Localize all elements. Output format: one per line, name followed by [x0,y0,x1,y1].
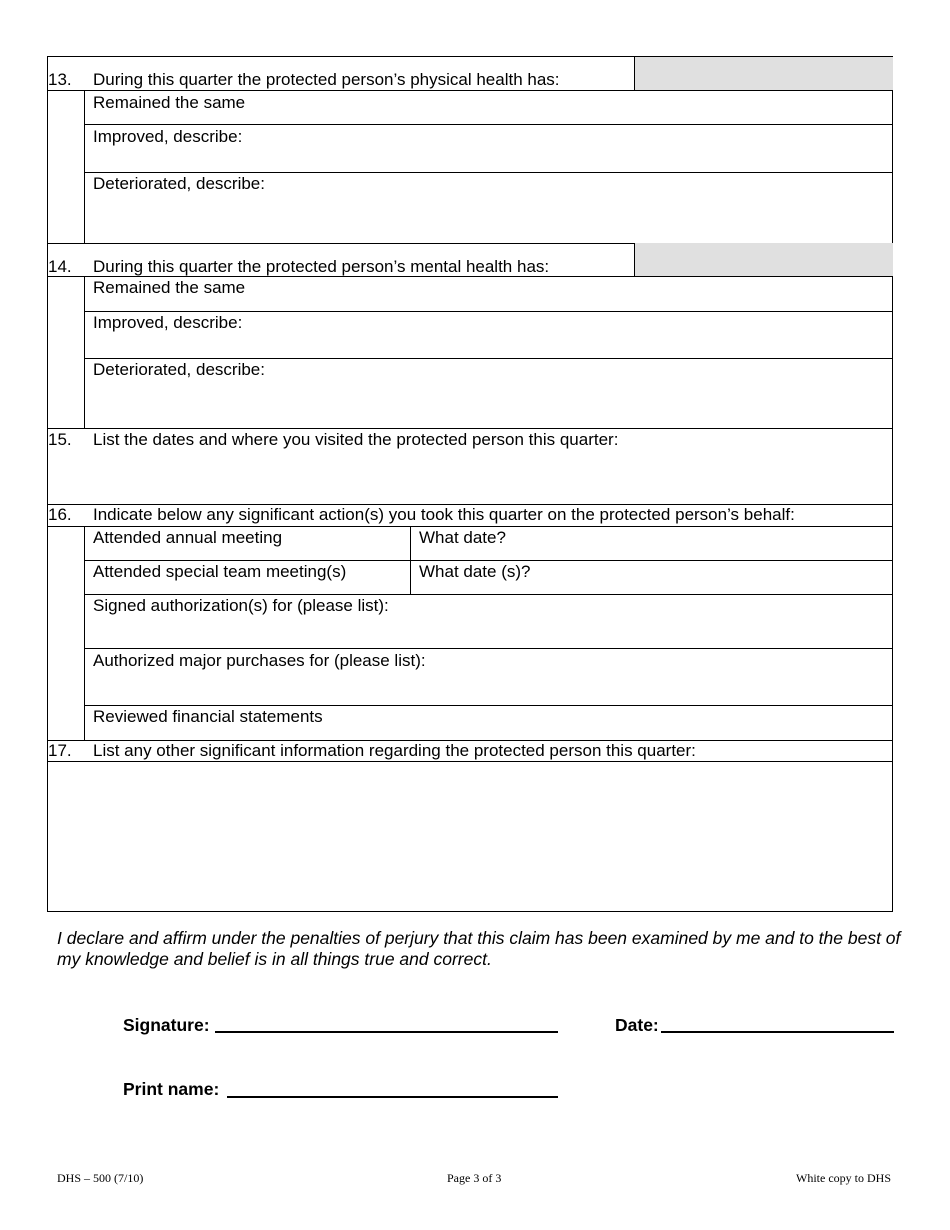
q17-question: List any other significant information regarding the protected person this quarter: [93,741,696,760]
divider [48,90,892,91]
q13-option-improved[interactable]: Improved, describe: [93,127,243,146]
q13-option-deteriorated[interactable]: Deteriorated, describe: [93,174,265,193]
q14-option-improved[interactable]: Improved, describe: [93,313,243,332]
q16-annual-date-field[interactable]: What date? [419,528,506,547]
footer-page-number: Page 3 of 3 [447,1171,502,1185]
number-column-divider [84,276,85,429]
q13-question: During this quarter the protected person’s physical health has: [93,70,560,89]
print-name-line[interactable] [227,1096,558,1098]
q17-number: 17. [48,741,72,760]
divider [84,648,892,649]
q13-number: 13. [48,70,72,89]
report-form-table [47,56,893,912]
footer-form-id: DHS – 500 (7/10) [57,1171,144,1185]
q16-purchases[interactable]: Authorized major purchases for (please list): [93,651,426,670]
divider [84,358,892,359]
number-column-divider [84,90,85,243]
q17-answer-area[interactable] [48,762,892,912]
q14-number: 14. [48,257,72,276]
divider [48,428,892,429]
q14-option-deteriorated[interactable]: Deteriorated, describe: [93,360,265,379]
q14-option-same[interactable]: Remained the same [93,278,246,297]
q16-annual-meeting[interactable]: Attended annual meeting [93,528,283,547]
divider [84,124,892,125]
q14-question: During this quarter the protected person’s mental health has: [93,257,550,276]
divider [84,705,892,706]
signature-line[interactable] [215,1031,558,1033]
signature-label: Signature: [123,1015,210,1035]
print-name-label: Print name: [123,1079,220,1099]
divider [84,594,892,595]
divider [84,172,892,173]
divider [48,526,892,527]
date-line[interactable] [661,1031,894,1033]
q16-authorizations[interactable]: Signed authorization(s) for (please list): [93,596,389,615]
q15-number: 15. [48,430,72,449]
divider [84,311,892,312]
q16-financial[interactable]: Reviewed financial statements [93,707,323,726]
q14-shaded-cell [634,243,893,277]
q16-special-meeting[interactable]: Attended special team meeting(s) [93,562,347,581]
q13-option-same[interactable]: Remained the same [93,93,246,112]
q13-shaded-cell [634,57,893,91]
q16-number: 16. [48,505,72,524]
declaration-text: I declare and affirm under the penalties of perjury that this claim has been examined by me and to the best of my knowledge and belief is in all things true and correct. [57,928,901,969]
q16-special-date-field[interactable]: What date (s)? [419,562,531,581]
number-column-divider [84,526,85,740]
divider [48,276,892,277]
date-label: Date: [615,1015,659,1035]
q15-question[interactable]: List the dates and where you visited the protected person this quarter: [93,430,619,449]
divider [84,560,892,561]
q16-question: Indicate below any significant action(s) you took this quarter on the protected person’s behalf: [93,505,795,524]
footer-copy-note: White copy to DHS [796,1171,891,1185]
